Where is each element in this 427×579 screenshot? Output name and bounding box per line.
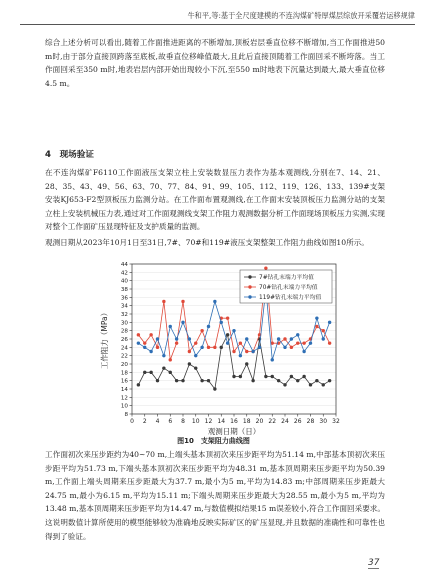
y-tick-label: 24 [120,345,128,352]
y-tick-label: 38 [120,287,128,293]
data-point-series-2 [232,350,235,353]
y-tick-label: 22 [120,353,128,360]
page-number: 37 [368,558,380,568]
chart-svg [98,258,348,438]
y-tick-label: 14 [120,387,128,393]
data-point-series-1 [149,371,152,374]
data-point-series-1 [200,379,203,382]
data-point-series-2 [143,341,146,344]
legend-label: 7#钻孔末端力平均值 [259,275,314,282]
data-point-series-3 [207,325,210,328]
x-tick-label: 32 [332,418,340,425]
y-tick-label: 26 [120,337,128,343]
x-tick-label: 20 [255,418,264,425]
y-tick-label: 32 [120,312,128,318]
data-point-series-3 [232,329,235,332]
data-point-series-2 [188,350,191,353]
data-point-series-2 [207,346,210,349]
data-point-series-1 [143,371,146,374]
data-point-series-1 [226,333,229,336]
paragraph-observation-date: 观测日期从2023年10月1日至31日,7#、70#和119#液压支架整架工作阻力曲线如图10所示。 [45,238,369,247]
data-point-series-2 [322,329,325,332]
data-point-series-1 [220,346,223,349]
data-point-series-3 [328,321,331,324]
data-point-series-3 [194,354,197,357]
data-point-series-3 [245,337,248,340]
x-tick-label: 28 [306,418,315,425]
data-point-series-3 [149,350,152,353]
data-point-series-3 [277,337,280,340]
data-point-series-2 [296,341,299,344]
data-point-series-2 [290,346,293,349]
data-point-series-3 [239,354,242,357]
data-point-series-2 [213,346,216,349]
y-tick-label: 10 [120,403,128,410]
data-point-series-3 [283,346,286,349]
y-tick-label: 34 [120,303,128,310]
data-point-series-1 [169,371,172,374]
data-point-series-1 [251,379,254,382]
y-tick-label: 42 [120,270,128,277]
data-point-series-3 [181,321,184,324]
y-tick-label: 8 [124,412,128,418]
y-tick-label: 20 [120,362,128,368]
data-point-series-3 [258,346,261,349]
data-point-series-3 [226,341,229,344]
data-point-series-3 [188,337,191,340]
data-point-series-2 [200,329,203,332]
data-point-series-3 [137,341,140,344]
data-point-series-2 [315,325,318,328]
data-point-series-1 [232,375,235,378]
data-point-series-2 [239,341,242,344]
legend-swatch-marker [248,275,251,278]
data-point-series-1 [302,375,305,378]
data-point-series-3 [322,337,325,340]
data-point-series-1 [322,383,325,386]
x-axis-label: 观测日期（日） [207,427,261,436]
data-point-series-1 [315,379,318,382]
x-tick-label: 2 [142,418,147,425]
legend-swatch-marker [248,285,251,288]
data-point-series-1 [290,375,293,378]
data-point-series-2 [328,341,331,344]
data-point-series-3 [315,316,318,319]
x-tick-label: 10 [191,418,200,425]
data-point-series-2 [137,333,140,336]
data-point-series-2 [194,341,197,344]
data-point-series-2 [149,333,152,336]
data-point-series-3 [156,337,159,340]
x-tick-label: 0 [130,418,134,425]
y-tick-label: 30 [120,320,128,327]
data-point-series-1 [194,366,197,369]
y-axis-label: 工作阻力（MPa） [100,308,109,370]
paragraph-analysis-summary: 综合上述分析可以看出,随着工作面推进距离的不断增加,顶板岩层垂直位移不断增加,当工作面推进50 m时,由于部分直接顶跨落至底板,故垂直位移峰值最大,且此后直接顶随着工作面回采不断垮落。当工作面回采至350 m时,地表岩层内部开始出现较小下沉,至550 m时地表下沉量达到最大,最大垂直位移4.5 m。 [45,38,385,88]
x-tick-label: 30 [319,418,328,425]
paragraph-field-setup: 在不连沟煤矿F6110工作面液压支架立柱上安装数显压力表作为基本观测线,分别在7、14、21、28、35、43、49、56、63、70、77、84、91、99、105、112、119、126、133、139#支架安装KJ653-F2型顶板压力监测分站。在工作面布置观测线,在工作面末安装顶板压力监测分站的支架立柱上安装机械压力表,通过对工作面观测线支架工作阻力观测数据分析工作面现场顶板压力实测,实现对整个工作面矿压显现特征及支护质量的监测。 [45,168,385,232]
legend-label: 119#钻孔末端力平均值 [259,295,322,302]
section-title: 4 现场验证 [45,150,94,160]
data-point-series-2 [162,300,165,303]
data-point-series-2 [245,350,248,353]
legend-label: 70#钻孔末端力平均值 [259,285,318,292]
data-point-series-1 [277,379,280,382]
running-header: 牛和平,等:基于全尺度建模的不连沟煤矿特厚煤层综放开采覆岩运移规律 [20,8,415,25]
x-tick-label: 4 [155,418,160,425]
x-tick-label: 12 [204,418,213,425]
data-point-series-1 [328,379,331,382]
data-point-series-1 [188,362,191,365]
x-tick-label: 22 [268,418,277,425]
data-point-series-2 [169,358,172,361]
data-point-series-3 [169,325,172,328]
data-point-series-3 [290,337,293,340]
data-point-series-2 [302,341,305,344]
data-point-series-3 [302,350,305,353]
legend-swatch-marker [248,295,251,298]
data-point-series-3 [175,337,178,340]
data-point-series-3 [251,350,254,353]
data-point-series-1 [309,383,312,386]
figure-caption: 图10 支架阻力曲线图 [177,437,250,445]
data-point-series-2 [264,266,267,269]
data-point-series-3 [213,300,216,303]
x-tick-label: 6 [168,418,173,425]
data-point-series-3 [200,346,203,349]
x-tick-label: 26 [293,418,302,425]
y-tick-label: 44 [120,262,128,268]
data-point-series-1 [181,379,184,382]
x-tick-label: 24 [281,418,289,425]
data-point-series-3 [162,354,165,357]
data-point-series-2 [175,341,178,344]
paragraph-pressure-results: 工作面初次来压步距约为40~70 m,上端头基本顶初次来压步距平均为51.14 m,中部基本顶初次来压步距平均为51.73 m,下端头基本顶初次来压步距平均为48.31 m,基本顶周期来压步距平均为50.39 m,工作面上端头周期来压步距最大为37.7 m,最小为5 m,平均为14.83 m;中部周期来压步距最大24.75 m,最小为6.15 m,平均为15.11 m;下端头周期来压步距最大为28.55 m,最小为5 m,平均为13.48 m,基本顶周期来压步距平均为14.47 m,与数值模拟结果15 m误差较小,符合工作面回采要求。这说明数值计算所使用的模型能够较为准确地反映实际矿区的矿压显现,并且数据的准确性和可靠性也得到了验证。 [45,450,385,541]
data-point-series-1 [264,375,267,378]
data-point-series-1 [296,379,299,382]
data-point-series-1 [162,366,165,369]
y-tick-label: 36 [120,295,128,302]
data-point-series-1 [175,379,178,382]
x-tick-label: 14 [217,418,226,425]
data-point-series-3 [143,346,146,349]
data-point-series-1 [239,375,242,378]
y-tick-label: 12 [120,395,128,402]
y-tick-label: 40 [120,278,128,285]
data-point-series-2 [156,346,159,349]
data-point-series-1 [271,375,274,378]
data-point-series-3 [296,333,299,336]
data-point-series-3 [309,341,312,344]
x-tick-label: 8 [181,418,185,425]
data-point-series-1 [213,387,216,390]
data-point-series-2 [283,337,286,340]
data-point-series-3 [220,321,223,324]
data-point-series-1 [156,379,159,382]
data-point-series-2 [181,300,184,303]
data-point-series-1 [137,383,140,386]
x-tick-label: 16 [230,418,238,425]
data-point-series-1 [283,383,286,386]
data-point-series-2 [226,316,229,319]
y-tick-label: 16 [120,378,128,385]
data-point-series-3 [271,358,274,361]
data-point-series-1 [207,379,210,382]
support-resistance-chart [98,258,348,438]
x-tick-label: 18 [242,418,251,425]
data-point-series-1 [245,362,248,365]
y-tick-label: 28 [120,328,128,335]
y-tick-label: 18 [120,370,128,377]
